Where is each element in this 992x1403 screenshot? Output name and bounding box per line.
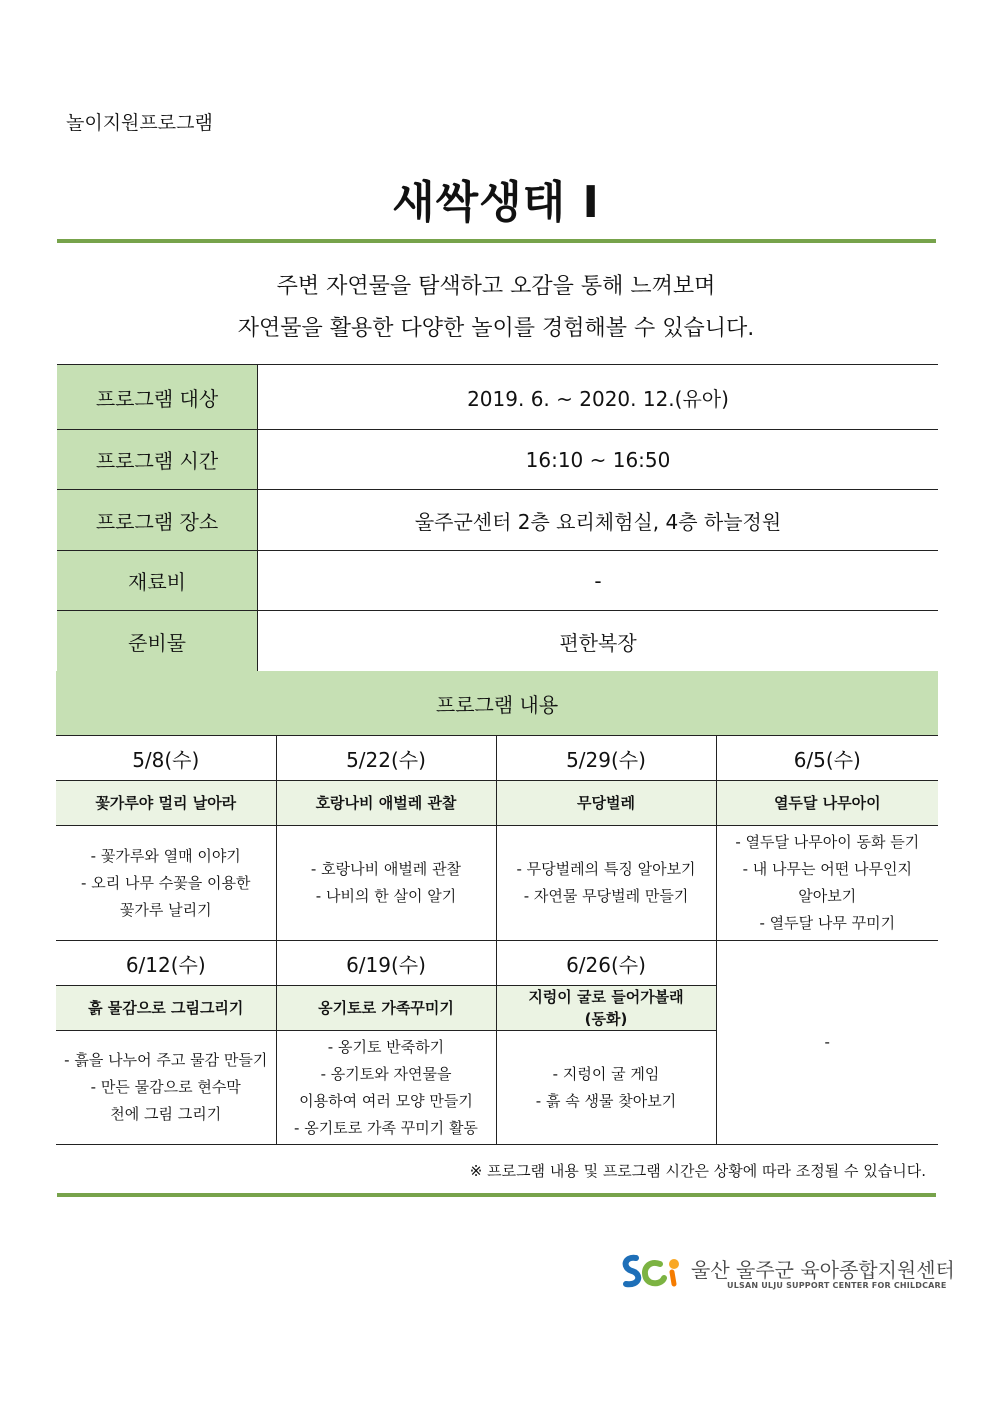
session-topic: 무당벌레 bbox=[496, 781, 716, 826]
session-date: 5/29(수) bbox=[496, 736, 716, 781]
program-info-table bbox=[57, 364, 938, 672]
date-row bbox=[56, 941, 938, 986]
top-divider bbox=[57, 239, 936, 243]
schedule-note: ※ 프로그램 내용 및 프로그램 시간은 상황에 따라 조정될 수 있습니다. bbox=[469, 1162, 926, 1180]
session-date: 5/22(수) bbox=[276, 736, 496, 781]
session-description bbox=[496, 826, 716, 941]
info-label: 재료비 bbox=[57, 551, 258, 611]
session-topic: 호랑나비 애벌레 관찰 bbox=[276, 781, 496, 826]
description-line: 꽃가루 날리기 bbox=[119, 900, 212, 919]
date-row bbox=[56, 736, 938, 781]
description-line: - 만든 물감으로 현수막 bbox=[90, 1078, 241, 1096]
description-line: - 오리 나무 수꽃을 이용한 bbox=[81, 873, 251, 892]
intro-line-2: 자연물을 활용한 다양한 놀이를 경험해볼 수 있습니다. bbox=[237, 316, 755, 341]
info-value: - bbox=[258, 551, 939, 611]
description-line: - 옹기토와 자연물을 bbox=[320, 1064, 452, 1083]
session-topic bbox=[496, 986, 716, 1031]
topic-line: 지렁이 굴로 들어가볼래 bbox=[528, 988, 684, 1006]
info-row-fee bbox=[57, 551, 938, 611]
description-line: - 자연물 무당벌레 만들기 bbox=[523, 887, 689, 905]
bottom-divider bbox=[57, 1193, 936, 1197]
session-date: 6/26(수) bbox=[496, 941, 716, 986]
session-description bbox=[276, 1031, 496, 1145]
info-value: 16:10 ~ 16:50 bbox=[258, 430, 939, 490]
session-date: 6/5(수) bbox=[716, 736, 938, 781]
description-line: - 지렁이 굴 게임 bbox=[552, 1064, 660, 1083]
topic-line: (동화) bbox=[584, 1010, 628, 1028]
description-line: 천에 그림 그리기 bbox=[110, 1105, 222, 1123]
session-description bbox=[56, 826, 276, 941]
session-description bbox=[276, 826, 496, 941]
info-label: 프로그램 시간 bbox=[57, 430, 258, 490]
description-line: - 호랑나비 애벌레 관찰 bbox=[310, 860, 462, 878]
description-line: 알아보기 bbox=[798, 887, 857, 905]
page-title: 새싹생태 I bbox=[392, 177, 600, 228]
session-description bbox=[56, 1031, 276, 1145]
intro-line-1: 주변 자연물을 탐색하고 오감을 통해 느껴보며 bbox=[276, 274, 716, 299]
session-topic: 열두달 나무아이 bbox=[716, 781, 938, 826]
topic-row bbox=[56, 781, 938, 826]
session-date: 6/19(수) bbox=[276, 941, 496, 986]
session-description bbox=[496, 1031, 716, 1145]
description-line: - 흙 속 생물 찾아보기 bbox=[535, 1091, 677, 1110]
desc-row bbox=[56, 826, 938, 941]
description-line: - 꽃가루와 열매 이야기 bbox=[90, 846, 241, 865]
description-line: - 옹기토로 가족 꾸미기 활동 bbox=[294, 1118, 478, 1137]
info-label: 프로그램 장소 bbox=[57, 490, 258, 551]
session-topic: 흙 물감으로 그림그리기 bbox=[56, 986, 276, 1031]
session-description bbox=[716, 826, 938, 941]
description-line: 이용하여 여러 모양 만들기 bbox=[299, 1091, 473, 1110]
organization-name: 울산 울주군 육아종합지원센터 bbox=[691, 1258, 955, 1282]
info-row-place bbox=[57, 490, 938, 551]
info-row-time bbox=[57, 430, 938, 490]
info-row-target bbox=[57, 365, 938, 430]
session-date: 6/12(수) bbox=[56, 941, 276, 986]
category-label: 놀이지원프로그램 bbox=[66, 112, 213, 134]
description-line: - 내 나무는 어떤 나무인지 bbox=[742, 860, 912, 878]
empty-session-cell: - bbox=[716, 941, 938, 1145]
description-line: - 옹기토 반죽하기 bbox=[327, 1037, 445, 1056]
info-label: 준비물 bbox=[57, 611, 258, 672]
info-value: 울주군센터 2층 요리체험실, 4층 하늘정원 bbox=[258, 490, 939, 551]
info-row-supplies bbox=[57, 611, 938, 672]
session-topic: 꽃가루야 멀리 날아라 bbox=[56, 781, 276, 826]
info-value: 편한복장 bbox=[258, 611, 939, 672]
session-topic: 옹기토로 가족꾸미기 bbox=[276, 986, 496, 1031]
section-title: 프로그램 내용 bbox=[56, 671, 938, 736]
info-label: 프로그램 대상 bbox=[57, 365, 258, 430]
description-line: - 열두달 나무아이 동화 듣기 bbox=[735, 833, 920, 851]
description-line: - 나비의 한 살이 알기 bbox=[315, 887, 457, 905]
session-date: 5/8(수) bbox=[56, 736, 276, 781]
organization-name-english: ULSAN ULJU SUPPORT CENTER FOR CHILDCARE bbox=[727, 1281, 947, 1290]
schedule-table bbox=[56, 671, 938, 1145]
sci-logo-icon bbox=[620, 1252, 682, 1296]
description-line: - 무당벌레의 특징 알아보기 bbox=[516, 860, 696, 878]
info-value: 2019. 6. ~ 2020. 12.(유아) bbox=[258, 365, 939, 430]
description-line: - 열두달 나무 꾸미기 bbox=[759, 914, 896, 932]
description-line: - 흙을 나누어 주고 물감 만들기 bbox=[64, 1051, 268, 1069]
